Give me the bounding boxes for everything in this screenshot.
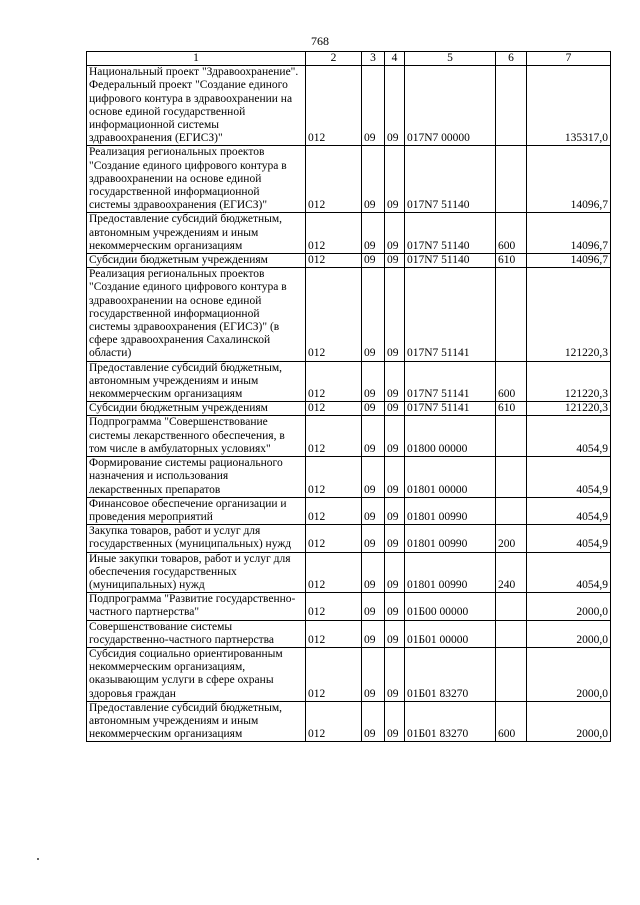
header-row xyxy=(87,52,611,66)
row-name: Закупка товаров, работ и услуг для государственных (муниципальных) нужд xyxy=(87,525,306,552)
page-number: 768 xyxy=(311,34,329,48)
table-row xyxy=(87,647,611,701)
admin-code: 012 xyxy=(306,497,362,524)
subsection-code: 09 xyxy=(385,593,405,620)
subsection-code: 09 xyxy=(385,620,405,647)
admin-code: 012 xyxy=(306,66,362,146)
target-article-code: 01801 00990 xyxy=(405,552,496,593)
expense-type-code xyxy=(496,268,527,361)
section-code: 09 xyxy=(362,552,385,593)
target-article-code: 01Б01 83270 xyxy=(405,647,496,701)
subsection-code: 09 xyxy=(385,66,405,146)
table-row xyxy=(87,402,611,416)
expense-type-code xyxy=(496,593,527,620)
target-article-code: 01Б01 00000 xyxy=(405,620,496,647)
admin-code: 012 xyxy=(306,593,362,620)
section-code: 09 xyxy=(362,66,385,146)
subsection-code: 09 xyxy=(385,525,405,552)
target-article-code: 017N7 51140 xyxy=(405,146,496,213)
section-code: 09 xyxy=(362,402,385,416)
subsection-code: 09 xyxy=(385,213,405,254)
row-name: Совершенствование системы государственно-частного партнерства xyxy=(87,620,306,647)
table-row xyxy=(87,457,611,498)
target-article-code: 017N7 51141 xyxy=(405,361,496,402)
subsection-code: 09 xyxy=(385,268,405,361)
table-row xyxy=(87,620,611,647)
expense-type-code: 240 xyxy=(496,552,527,593)
amount: 2000,0 xyxy=(527,647,611,701)
amount: 2000,0 xyxy=(527,620,611,647)
row-name: Субсидии бюджетным учреждениям xyxy=(87,402,306,416)
section-code: 09 xyxy=(362,525,385,552)
section-code: 09 xyxy=(362,497,385,524)
table-row xyxy=(87,146,611,213)
admin-code: 012 xyxy=(306,213,362,254)
expense-type-code xyxy=(496,647,527,701)
admin-code: 012 xyxy=(306,647,362,701)
table-body xyxy=(87,66,611,742)
subsection-code: 09 xyxy=(385,497,405,524)
target-article-code: 01800 00000 xyxy=(405,416,496,457)
table-row xyxy=(87,268,611,361)
amount: 14096,7 xyxy=(527,254,611,268)
table-row xyxy=(87,254,611,268)
admin-code: 012 xyxy=(306,552,362,593)
expense-type-code xyxy=(496,620,527,647)
amount: 2000,0 xyxy=(527,701,611,742)
col-header-1: 1 xyxy=(87,52,306,66)
row-name: Подпрограмма "Развитие государственно-частного партнерства" xyxy=(87,593,306,620)
section-code: 09 xyxy=(362,254,385,268)
table-row xyxy=(87,213,611,254)
section-code: 09 xyxy=(362,416,385,457)
admin-code: 012 xyxy=(306,402,362,416)
row-name: Финансовое обеспечение организации и проведения мероприятий xyxy=(87,497,306,524)
section-code: 09 xyxy=(362,593,385,620)
expense-type-code xyxy=(496,66,527,146)
amount: 135317,0 xyxy=(527,66,611,146)
section-code: 09 xyxy=(362,701,385,742)
target-article-code: 017N7 51140 xyxy=(405,254,496,268)
table-row xyxy=(87,66,611,146)
row-name: Формирование системы рационального назначения и использования лекарственных препаратов xyxy=(87,457,306,498)
table-row xyxy=(87,525,611,552)
expense-type-code: 600 xyxy=(496,213,527,254)
row-name: Подпрограмма "Совершенствование системы лекарственного обеспечения, в том числе в амбулаторных условиях" xyxy=(87,416,306,457)
table-row xyxy=(87,416,611,457)
amount: 4054,9 xyxy=(527,497,611,524)
amount: 14096,7 xyxy=(527,146,611,213)
admin-code: 012 xyxy=(306,457,362,498)
expense-type-code: 600 xyxy=(496,361,527,402)
section-code: 09 xyxy=(362,620,385,647)
row-name: Субсидия социально ориентированным некоммерческим организациям, оказывающим услуги в сфере охраны здоровья граждан xyxy=(87,647,306,701)
expense-type-code: 610 xyxy=(496,254,527,268)
target-article-code: 017N7 00000 xyxy=(405,66,496,146)
row-name: Национальный проект "Здравоохранение". Федеральный проект "Создание единого цифрового контура в здравоохранении на основе единой государственной информационной системы здравоохранения (ЕГИСЗ)" xyxy=(87,66,306,146)
row-name: Предоставление субсидий бюджетным, автономным учреждениям и иным некоммерческим организациям xyxy=(87,701,306,742)
section-code: 09 xyxy=(362,213,385,254)
subsection-code: 09 xyxy=(385,254,405,268)
section-code: 09 xyxy=(362,268,385,361)
admin-code: 012 xyxy=(306,525,362,552)
target-article-code: 017N7 51141 xyxy=(405,268,496,361)
target-article-code: 01Б00 00000 xyxy=(405,593,496,620)
target-article-code: 01Б01 83270 xyxy=(405,701,496,742)
expense-type-code: 200 xyxy=(496,525,527,552)
table-header xyxy=(87,52,611,66)
table-row xyxy=(87,361,611,402)
row-name: Иные закупки товаров, работ и услуг для обеспечения государственных (муниципальных) нужд xyxy=(87,552,306,593)
row-name: Предоставление субсидий бюджетным, автономным учреждениям и иным некоммерческим организациям xyxy=(87,213,306,254)
row-name: Субсидии бюджетным учреждениям xyxy=(87,254,306,268)
admin-code: 012 xyxy=(306,701,362,742)
expense-type-code xyxy=(496,416,527,457)
col-header-6: 6 xyxy=(496,52,527,66)
section-code: 09 xyxy=(362,647,385,701)
table-row xyxy=(87,701,611,742)
expense-type-code xyxy=(496,497,527,524)
section-code: 09 xyxy=(362,146,385,213)
amount: 2000,0 xyxy=(527,593,611,620)
col-header-2: 2 xyxy=(306,52,362,66)
amount: 121220,3 xyxy=(527,268,611,361)
amount: 4054,9 xyxy=(527,457,611,498)
row-name: Реализация региональных проектов "Создание единого цифрового контура в здравоохранении на основе единой государственной информационной системы здравоохранения (ЕГИСЗ)" (в сфере здравоохранения Сахалинской области) xyxy=(87,268,306,361)
admin-code: 012 xyxy=(306,146,362,213)
subsection-code: 09 xyxy=(385,701,405,742)
subsection-code: 09 xyxy=(385,146,405,213)
amount: 4054,9 xyxy=(527,416,611,457)
admin-code: 012 xyxy=(306,416,362,457)
col-header-3: 3 xyxy=(362,52,385,66)
stray-dot xyxy=(37,858,39,860)
table-row xyxy=(87,552,611,593)
row-name: Реализация региональных проектов "Создание единого цифрового контура в здравоохранении на основе единой государственной информационной системы здравоохранения (ЕГИСЗ)" xyxy=(87,146,306,213)
target-article-code: 01801 00000 xyxy=(405,457,496,498)
subsection-code: 09 xyxy=(385,416,405,457)
target-article-code: 017N7 51141 xyxy=(405,402,496,416)
expense-type-code xyxy=(496,457,527,498)
subsection-code: 09 xyxy=(385,402,405,416)
col-header-7: 7 xyxy=(527,52,611,66)
col-header-5: 5 xyxy=(405,52,496,66)
table-row xyxy=(87,593,611,620)
subsection-code: 09 xyxy=(385,361,405,402)
expense-type-code: 610 xyxy=(496,402,527,416)
amount: 4054,9 xyxy=(527,552,611,593)
amount: 121220,3 xyxy=(527,361,611,402)
section-code: 09 xyxy=(362,457,385,498)
target-article-code: 01801 00990 xyxy=(405,497,496,524)
budget-table xyxy=(86,51,611,742)
target-article-code: 01801 00990 xyxy=(405,525,496,552)
section-code: 09 xyxy=(362,361,385,402)
subsection-code: 09 xyxy=(385,647,405,701)
admin-code: 012 xyxy=(306,620,362,647)
expense-type-code xyxy=(496,146,527,213)
table-row xyxy=(87,497,611,524)
amount: 4054,9 xyxy=(527,525,611,552)
subsection-code: 09 xyxy=(385,457,405,498)
row-name: Предоставление субсидий бюджетным, автономным учреждениям и иным некоммерческим организациям xyxy=(87,361,306,402)
subsection-code: 09 xyxy=(385,552,405,593)
admin-code: 012 xyxy=(306,268,362,361)
amount: 121220,3 xyxy=(527,402,611,416)
target-article-code: 017N7 51140 xyxy=(405,213,496,254)
admin-code: 012 xyxy=(306,254,362,268)
expense-type-code: 600 xyxy=(496,701,527,742)
amount: 14096,7 xyxy=(527,213,611,254)
col-header-4: 4 xyxy=(385,52,405,66)
admin-code: 012 xyxy=(306,361,362,402)
